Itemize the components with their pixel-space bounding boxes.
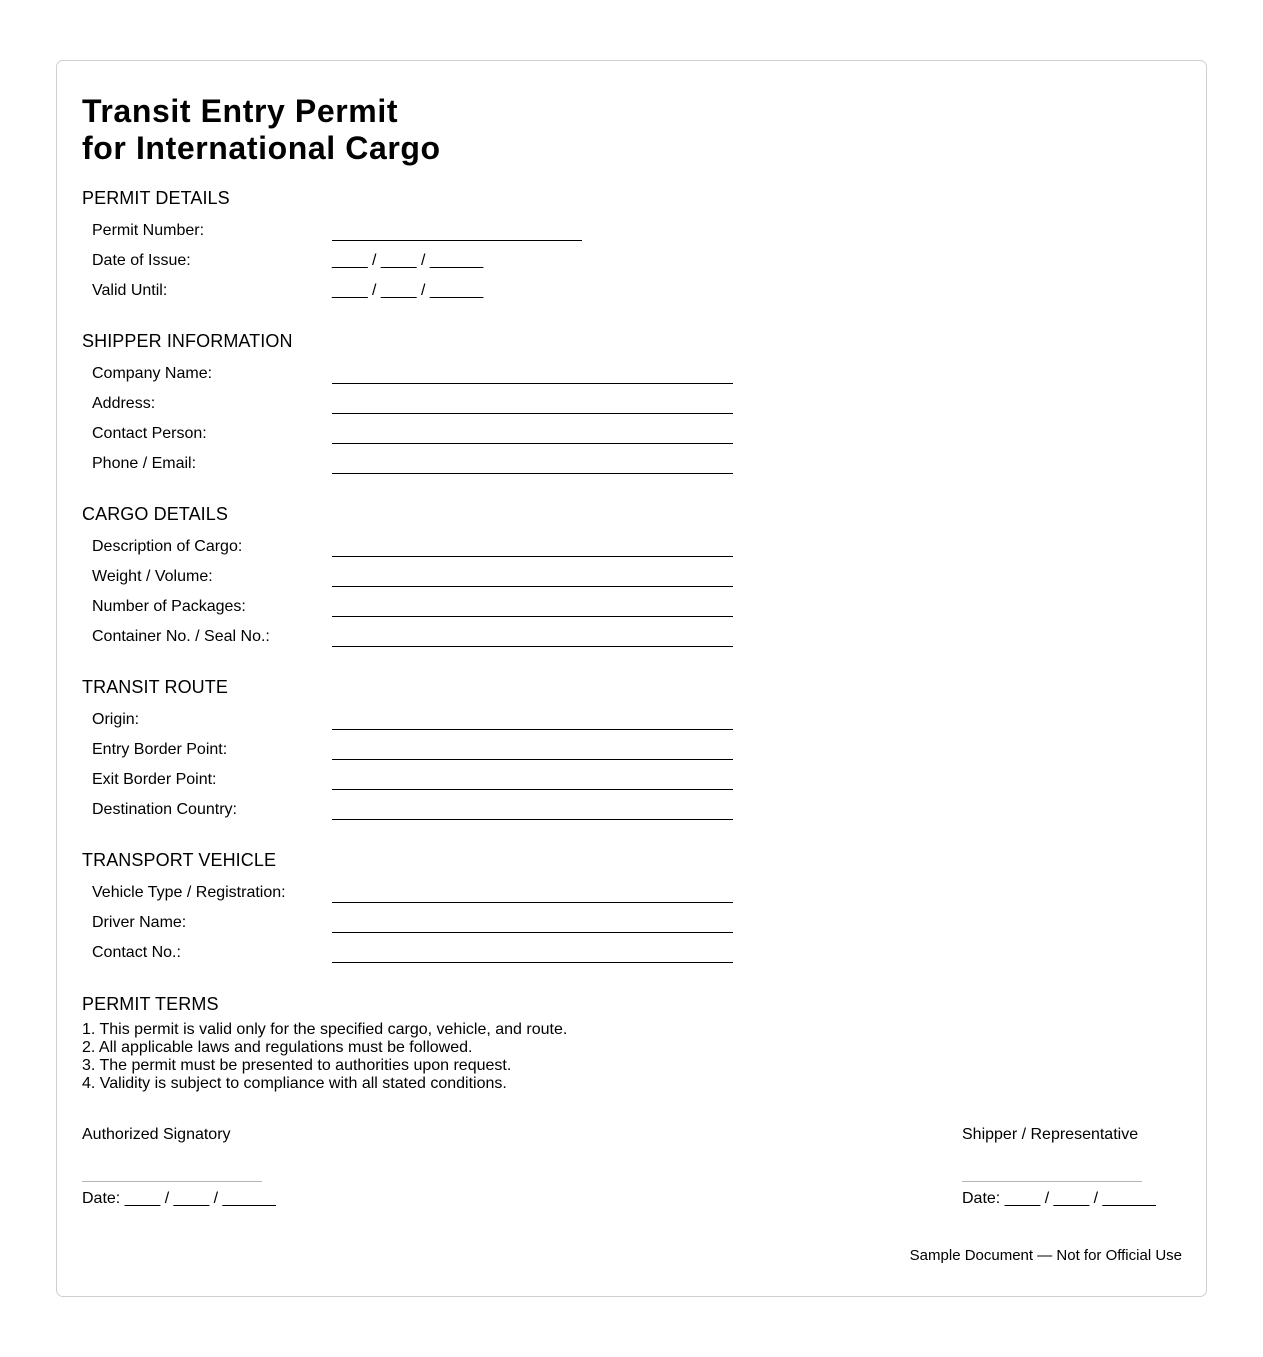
- field-label: Number of Packages:: [92, 598, 246, 615]
- permit-number-input-line[interactable]: [332, 240, 582, 241]
- section-transport-vehicle: [82, 849, 782, 973]
- field-label: Container No. / Seal No.:: [92, 628, 270, 645]
- field-permit-number: [82, 221, 782, 251]
- field-driver-name: [82, 913, 782, 943]
- term-item: 3. The permit must be presented to authorities upon request.: [82, 1057, 512, 1074]
- title-line-1: Transit Entry Permit: [82, 93, 399, 129]
- destination-input-line[interactable]: [332, 819, 733, 820]
- field-label: Contact No.:: [92, 944, 181, 961]
- document-title: [82, 93, 441, 167]
- field-label: Exit Border Point:: [92, 771, 217, 788]
- field-entry-border-point: [82, 740, 782, 770]
- field-label: Company Name:: [92, 365, 213, 382]
- field-label: Description of Cargo:: [92, 538, 243, 555]
- section-heading: TRANSIT ROUTE: [82, 677, 228, 697]
- field-label: Phone / Email:: [92, 455, 197, 472]
- field-label: Entry Border Point:: [92, 741, 228, 758]
- field-number-of-packages: [82, 597, 782, 627]
- weight-volume-input-line[interactable]: [332, 586, 733, 587]
- field-date-of-issue: [82, 251, 782, 281]
- field-label: Weight / Volume:: [92, 568, 213, 585]
- signature-block-authorized: [82, 1125, 282, 1209]
- field-address: [82, 394, 782, 424]
- section-permit-terms: [82, 993, 567, 1093]
- field-vehicle-type: [82, 883, 782, 913]
- vehicle-input-line[interactable]: [332, 902, 733, 903]
- origin-input-line[interactable]: [332, 729, 733, 730]
- field-label: Contact Person:: [92, 425, 207, 442]
- field-valid-until: [82, 281, 782, 311]
- section-heading: TRANSPORT VEHICLE: [82, 850, 277, 870]
- field-description-of-cargo: [82, 537, 782, 567]
- field-label: Permit Number:: [92, 222, 205, 239]
- field-weight-volume: [82, 567, 782, 597]
- field-label: Driver Name:: [92, 914, 187, 931]
- field-label: Origin:: [92, 711, 140, 728]
- address-input-line[interactable]: [332, 413, 733, 414]
- signature-block-shipper: [962, 1125, 1162, 1209]
- section-permit-details: [82, 187, 782, 311]
- packages-input-line[interactable]: [332, 616, 733, 617]
- section-heading: SHIPPER INFORMATION: [82, 331, 293, 351]
- description-input-line[interactable]: [332, 556, 733, 557]
- signature-date[interactable]: Date: ____ / ____ / ______: [962, 1190, 1156, 1207]
- signature-date[interactable]: Date: ____ / ____ / ______: [82, 1190, 276, 1207]
- signature-label: Shipper / Representative: [962, 1126, 1139, 1143]
- section-heading: PERMIT TERMS: [82, 994, 219, 1014]
- valid-until-input[interactable]: ____ / ____ / ______: [332, 282, 484, 299]
- signature-label: Authorized Signatory: [82, 1126, 231, 1143]
- field-label: Date of Issue:: [92, 252, 191, 269]
- section-heading: PERMIT DETAILS: [82, 188, 230, 208]
- field-contact-no: [82, 943, 782, 973]
- field-container-seal: [82, 627, 782, 657]
- field-contact-person: [82, 424, 782, 454]
- term-item: 4. Validity is subject to compliance with all stated conditions.: [82, 1075, 507, 1092]
- field-label: Valid Until:: [92, 282, 168, 299]
- company-name-input-line[interactable]: [332, 383, 733, 384]
- field-label: Destination Country:: [92, 801, 237, 818]
- section-heading: CARGO DETAILS: [82, 504, 228, 524]
- entry-border-input-line[interactable]: [332, 759, 733, 760]
- signature-line[interactable]: [82, 1181, 262, 1182]
- phone-email-input-line[interactable]: [332, 473, 733, 474]
- terms-list: [82, 1021, 567, 1093]
- exit-border-input-line[interactable]: [332, 789, 733, 790]
- section-transit-route: [82, 676, 782, 830]
- field-label: Vehicle Type / Registration:: [92, 884, 286, 901]
- signature-line[interactable]: [962, 1181, 1142, 1182]
- driver-name-input-line[interactable]: [332, 932, 733, 933]
- title-line-2: for International Cargo: [82, 130, 441, 166]
- footer-disclaimer: Sample Document — Not for Official Use: [909, 1247, 1182, 1264]
- section-shipper-information: [82, 330, 782, 484]
- term-item: 2. All applicable laws and regulations must be followed.: [82, 1039, 473, 1056]
- field-exit-border-point: [82, 770, 782, 800]
- field-company-name: [82, 364, 782, 394]
- contact-person-input-line[interactable]: [332, 443, 733, 444]
- field-origin: [82, 710, 782, 740]
- section-cargo-details: [82, 503, 782, 657]
- permit-document: [56, 60, 1207, 1297]
- field-phone-email: [82, 454, 782, 484]
- date-of-issue-input[interactable]: ____ / ____ / ______: [332, 252, 484, 269]
- container-seal-input-line[interactable]: [332, 646, 733, 647]
- term-item: 1. This permit is valid only for the specified cargo, vehicle, and route.: [82, 1021, 568, 1038]
- field-destination-country: [82, 800, 782, 830]
- contact-no-input-line[interactable]: [332, 962, 733, 963]
- field-label: Address:: [92, 395, 156, 412]
